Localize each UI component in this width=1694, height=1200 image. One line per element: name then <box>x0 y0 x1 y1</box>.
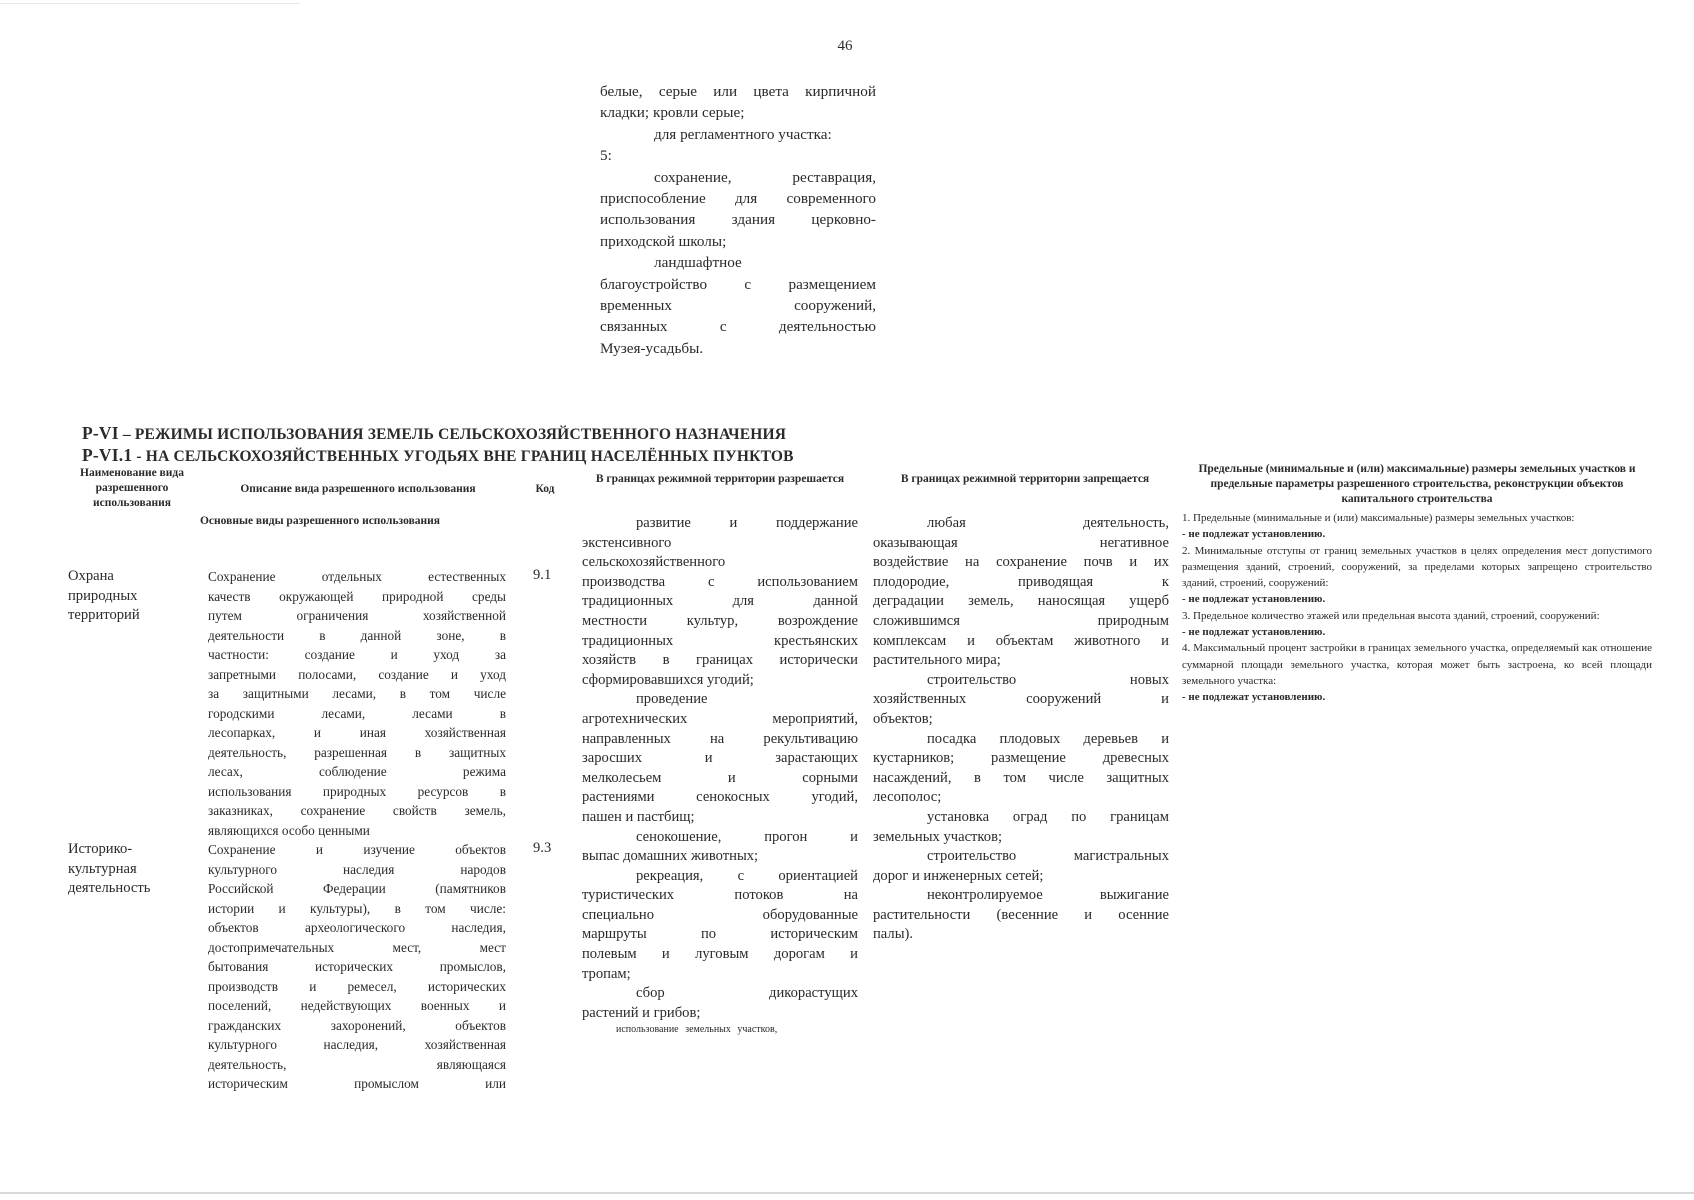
header-limits: Предельные (минимальные и (или) максимальные) размеры земельных участков и предельные параметры разрешенного строительства, реконструкции объектов капитального строительства <box>1198 463 1636 505</box>
limit-value: - не подлежат установлению. <box>1182 528 1326 541</box>
section-subtitle: Р-VI.1 - НА СЕЛЬСКОХОЗЯЙСТВЕННЫХ УГОДЬЯХ ВНЕ ГРАНИЦ НАСЕЛЁННЫХ ПУНКТОВ <box>82 445 794 465</box>
text-line: благоустройство с размещением <box>600 275 876 293</box>
limit-value: - не подлежат установлению. <box>1182 593 1326 606</box>
limit-item: 1. Предельные (минимальные и (или) максимальные) размеры земельных участков: <box>1182 512 1575 524</box>
text-line: связанных с деятельностью <box>600 318 876 336</box>
text-line: приспособление для современного <box>600 190 876 208</box>
section-heading <box>82 423 794 467</box>
row-description: Сохранение отдельных естественных качеств окружающей природной среды путем ограничения хозяйственной деятельности в данной зоне, в частности: создание и уход за запретными полосами, создание и уход за защитными лесами, в том числе городскими лесами, лесами в лесопарках, и иная хозяйственная деятельность, разрешенная в защитных лесах, соблюдение режима использования природных ресурсов в заказниках, сохранение свойств земель, являющихся особо ценными <box>208 569 506 838</box>
text-line: Музея-усадьбы. <box>600 339 704 357</box>
limit-value: - не подлежат установлению. <box>1182 691 1326 704</box>
subheader-main-uses: Основные виды разрешенного использования <box>199 515 441 527</box>
limit-item: 4. Максимальный процент застройки в границах земельного участка, определяемый как отношение суммарной площади земельного участка, которая может быть застроена, ко всей площади земельного участка: <box>1182 642 1652 687</box>
row-name: Историко- культурная деятельность <box>68 841 151 897</box>
page-number: 46 <box>837 38 853 54</box>
limit-value: - не подлежат установлению. <box>1182 626 1326 639</box>
text-line: 5: <box>600 147 612 165</box>
row-code: 9.3 <box>533 840 552 856</box>
header-forbidden: В границах режимной территории запрещается <box>900 473 1150 485</box>
text-line: временных сооружений, <box>600 297 876 315</box>
row-description: Сохранение и изучение объектов культурного наследия народов Российской Федерации (памятников истории и культуры), в том числе: объектов археологического наследия, достопримечательных мест, мест бытования исторических промыслов, производств и ремесел, исторических поселений, недействующих военных и гражданских захоронений, объектов культурного наследия, хозяйственная деятельность, являющаяся историческим промыслом или <box>208 842 506 1091</box>
section-title: Р-VI – РЕЖИМЫ ИСПОЛЬЗОВАНИЯ ЗЕМЕЛЬ СЕЛЬСКОХОЗЯЙСТВЕННОГО НАЗНАЧЕНИЯ <box>82 423 787 443</box>
header-name: Наименование вида разрешенного использования <box>80 467 184 509</box>
header-code: Код <box>535 483 555 495</box>
limits-parameters <box>1182 510 1652 706</box>
header-allowed: В границах режимной территории разрешается <box>595 473 845 485</box>
continuation-text <box>600 81 876 359</box>
forbidden-activities: любая деятельность, оказывающая негативное воздействие на сохранение почв и их плодородие, приводящая к деградации земель, наносящая ущерб сложившимся природным комплексам и объектам животного и растительного мира; строительство новых хозяйственных сооружений и объектов; посадка плодовых деревьев и кустарников; размещение древесных насаждений, в том числе защитных лесополос; установка оград по границам земельных участков; строительство магистральных дорог и инженерных сетей; неконтролируемое выжигание растительности (весенние и осенние палы). <box>873 515 1169 943</box>
text-line: для регламентного участка: <box>654 125 832 143</box>
text-line: приходской школы; <box>600 232 727 250</box>
text-line: ландшафтное <box>654 254 742 272</box>
allowed-activities: развитие и поддержание экстенсивного сельскохозяйственного производства с использованием традиционных для данной местности культур, возрождение традиционных крестьянских хозяйств в границах исторически сформировавшихся угодий; проведение агротехнических мероприятий, направленных на рекультивацию заросших и зарастающих мелколесьем и сорными растениями сенокосных угодий, пашен и пастбищ; сенокошение, прогон и выпас домашних животных; рекреация, с ориентацией туристических потоков на специально оборудованные маршруты по историческим полевым и луговым дорогам и тропам; сбор дикорастущих растений и грибов; использование земельных участков, <box>582 515 858 1036</box>
text-line: белые, серые или цвета кирпичной <box>600 83 876 100</box>
scan-edge-top <box>0 3 300 4</box>
scan-edge-bottom <box>0 1192 1694 1194</box>
header-description: Описание вида разрешенного использования <box>240 483 476 495</box>
limit-item: 3. Предельное количество этажей или предельная высота зданий, строений, сооружений: <box>1182 609 1600 622</box>
row-code: 9.1 <box>533 567 552 583</box>
text-line: кладки; кровли серые; <box>600 104 745 122</box>
text-line: использования здания церковно- <box>600 211 876 229</box>
text-line: сохранение, реставрация, <box>654 168 876 186</box>
limit-item: 2. Минимальные отступы от границ земельных участков в целях определения мест допустимого размещения зданий, строений, сооружений, за пределами которых запрещено строительство зданий, строений, сооружений: <box>1182 544 1652 590</box>
row-name: Охрана природных территорий <box>68 568 140 624</box>
